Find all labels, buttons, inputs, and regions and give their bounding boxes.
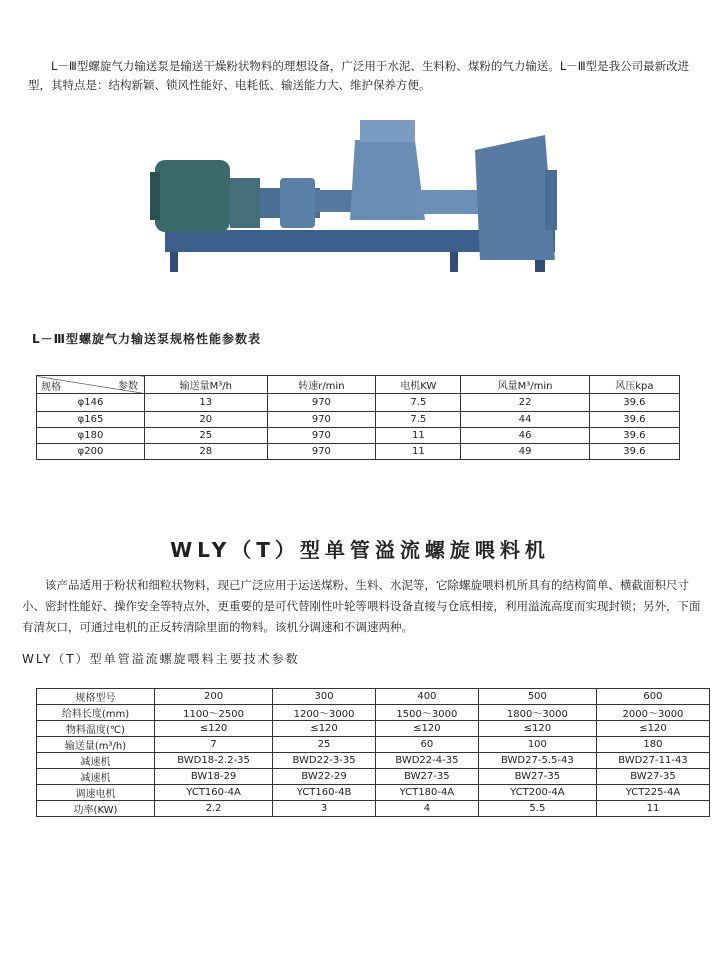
table-cell: 1100～2500 xyxy=(155,705,273,721)
table-cell: BWD22-3-35 xyxy=(273,753,376,769)
table-cell: 1500～3000 xyxy=(375,705,478,721)
table-cell: 25 xyxy=(145,428,268,444)
column-header: 转速r/min xyxy=(267,376,376,394)
table-cell: φ200 xyxy=(37,444,145,460)
table-cell: YCT200-4A xyxy=(478,785,596,801)
table-cell: 60 xyxy=(375,737,478,753)
table-cell: 20 xyxy=(145,412,268,428)
table-cell: BW27-35 xyxy=(375,769,478,785)
table-cell: ≤120 xyxy=(596,721,709,737)
column-header: 风量M³/min xyxy=(461,376,589,394)
table-row xyxy=(37,721,710,737)
screw-pump-image xyxy=(150,110,580,280)
table-cell: 规格型号 xyxy=(37,689,155,705)
table-cell: φ165 xyxy=(37,412,145,428)
table-cell: φ180 xyxy=(37,428,145,444)
table-cell: 970 xyxy=(267,428,376,444)
table-cell: 25 xyxy=(273,737,376,753)
table-row xyxy=(37,428,680,444)
table-cell: YCT225-4A xyxy=(596,785,709,801)
table-cell: 11 xyxy=(596,801,709,817)
table-cell: BW18-29 xyxy=(155,769,273,785)
column-header: 输送量M³/h xyxy=(145,376,268,394)
table-cell: 500 xyxy=(478,689,596,705)
table-cell: 7 xyxy=(155,737,273,753)
table-cell: 970 xyxy=(267,444,376,460)
table-cell: 2.2 xyxy=(155,801,273,817)
table-cell: BWD18-2.2-35 xyxy=(155,753,273,769)
table-cell: 39.6 xyxy=(589,444,679,460)
table-row xyxy=(37,394,680,412)
table-cell: 49 xyxy=(461,444,589,460)
table-row xyxy=(37,769,710,785)
table-cell: BW27-35 xyxy=(596,769,709,785)
table-cell: 600 xyxy=(596,689,709,705)
table-cell: YCT160-4A xyxy=(155,785,273,801)
table-cell: 39.6 xyxy=(589,412,679,428)
table-cell: 39.6 xyxy=(589,394,679,412)
table-cell: 400 xyxy=(375,689,478,705)
table-cell: 970 xyxy=(267,394,376,412)
table-cell: 180 xyxy=(596,737,709,753)
column-header: 风压kpa xyxy=(589,376,679,394)
table2-title: WLY（T）型单管溢流螺旋喂料主要技术参数 xyxy=(22,652,300,666)
intro-paragraph: L－Ⅲ型螺旋气力输送泵是输送干燥粉状物料的理想设备，广泛用于水泥、生料粉、煤粉的气力输送。L－Ⅲ型是我公司最新改进型，其特点是：结构新颖、锁风性能好、电耗低、输送能力大、维护保养方便。 xyxy=(28,59,690,92)
table-cell: 调速电机 xyxy=(37,785,155,801)
table-cell: YCT160-4B xyxy=(273,785,376,801)
corner-bottom: 规格 xyxy=(41,382,61,393)
table-cell: 7.5 xyxy=(376,394,461,412)
table-header-row xyxy=(37,376,680,394)
table-cell: 7.5 xyxy=(376,412,461,428)
table-cell: 功率(KW) xyxy=(37,801,155,817)
table-cell: 300 xyxy=(273,689,376,705)
column-header: 电机KW xyxy=(376,376,461,394)
table-cell: 5.5 xyxy=(478,801,596,817)
table-row xyxy=(37,753,710,769)
table-row xyxy=(37,785,710,801)
table-cell: ≤120 xyxy=(375,721,478,737)
table-cell: 46 xyxy=(461,428,589,444)
table-cell: 4 xyxy=(375,801,478,817)
table-row xyxy=(37,705,710,721)
table-cell: φ146 xyxy=(37,394,145,412)
table-cell: 28 xyxy=(145,444,268,460)
table-cell: 物料温度(℃) xyxy=(37,721,155,737)
table-cell: BWD27-5.5-43 xyxy=(478,753,596,769)
corner-cell xyxy=(37,376,145,394)
table-cell: BW27-35 xyxy=(478,769,596,785)
table-row xyxy=(37,689,710,705)
table-row xyxy=(37,737,710,753)
table-cell: 22 xyxy=(461,394,589,412)
table-cell: 200 xyxy=(155,689,273,705)
table-cell: ≤120 xyxy=(478,721,596,737)
table-cell: 减速机 xyxy=(37,753,155,769)
table-cell: 1800～3000 xyxy=(478,705,596,721)
section-title: WLY（T）型单管溢流螺旋喂料机 xyxy=(170,538,550,562)
table-cell: 给料长度(mm) xyxy=(37,705,155,721)
table-row xyxy=(37,412,680,428)
table-cell: YCT180-4A xyxy=(375,785,478,801)
table-cell: 3 xyxy=(273,801,376,817)
table-cell: ≤120 xyxy=(273,721,376,737)
table-cell: 100 xyxy=(478,737,596,753)
table-cell: BW22-29 xyxy=(273,769,376,785)
table-cell: ≤120 xyxy=(155,721,273,737)
table-row xyxy=(37,444,680,460)
table-cell: BWD22-4-35 xyxy=(375,753,478,769)
table1-title: L－Ⅲ型螺旋气力输送泵规格性能参数表 xyxy=(32,332,261,346)
table-cell: 11 xyxy=(376,428,461,444)
pump-spec-table xyxy=(36,375,680,460)
table-cell: 39.6 xyxy=(589,428,679,444)
table-cell: 减速机 xyxy=(37,769,155,785)
table-cell: 970 xyxy=(267,412,376,428)
feeder-spec-table xyxy=(36,688,710,817)
table-cell: 2000～3000 xyxy=(596,705,709,721)
table-cell: BWD27-11-43 xyxy=(596,753,709,769)
corner-top: 参数 xyxy=(118,381,138,392)
table-cell: 输送量(m³/h) xyxy=(37,737,155,753)
section-description: 该产品适用于粉状和细粒状物料，现已广泛应用于运送煤粉、生料、水泥等，它除螺旋喂料机所具有的结构简单、横截面积尺寸小、密封性能好、操作安全等特点外，更重要的是可代替刚性叶轮等喂料设备直接与仓底相接，利用溢流高度而实现封锁；另外，下面有清灰口，可通过电机的正反转清除里面的物料。该机分调速和不调速两种。 xyxy=(22,578,701,634)
table-cell: 1200～3000 xyxy=(273,705,376,721)
table-row xyxy=(37,801,710,817)
table-cell: 13 xyxy=(145,394,268,412)
table-cell: 44 xyxy=(461,412,589,428)
table-cell: 11 xyxy=(376,444,461,460)
